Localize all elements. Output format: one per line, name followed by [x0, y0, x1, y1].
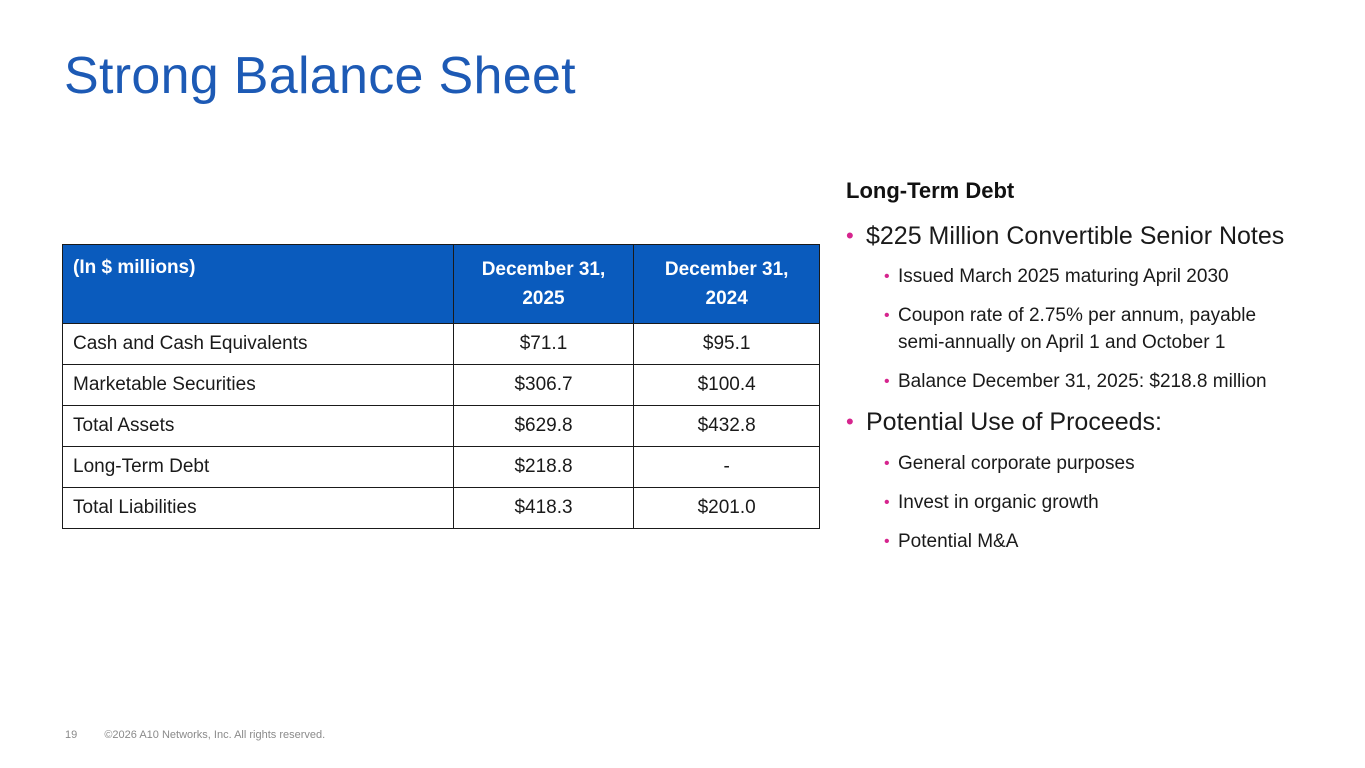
row-label: Cash and Cash Equivalents — [63, 324, 454, 365]
row-label: Total Liabilities — [63, 488, 454, 529]
header-2025: December 31, 2025 — [453, 245, 634, 324]
table-header-row — [63, 245, 820, 324]
bullet-use-of-proceeds — [846, 407, 1346, 437]
sub-bullet-ma — [846, 528, 1346, 555]
value-2024: $201.0 — [634, 488, 820, 529]
bullet-text: Issued March 2025 maturing April 2030 — [898, 266, 1229, 287]
bullet-dot-icon: • — [846, 223, 854, 248]
value-2025: $418.3 — [453, 488, 634, 529]
value-2025: $71.1 — [453, 324, 634, 365]
bullet-dot-icon: • — [884, 268, 890, 285]
value-2024: $432.8 — [634, 406, 820, 447]
table-row — [63, 406, 820, 447]
bullet-dot-icon: • — [846, 409, 854, 434]
debt-heading: Long-Term Debt — [846, 178, 1015, 203]
sub-bullet-issued — [846, 263, 1346, 290]
value-2024: $100.4 — [634, 365, 820, 406]
row-label: Long-Term Debt — [63, 447, 454, 488]
value-2024: - — [634, 447, 820, 488]
bullet-dot-icon: • — [884, 494, 890, 511]
bullet-text: $225 Million Convertible Senior Notes — [866, 222, 1285, 250]
bullet-text: Potential Use of Proceeds: — [866, 408, 1162, 436]
balance-sheet-table — [62, 244, 820, 529]
sub-bullet-balance — [846, 368, 1346, 395]
bullet-text: Coupon rate of 2.75% per annum, payable — [898, 305, 1257, 326]
sub-bullet-coupon — [846, 302, 1346, 329]
bullet-text: Balance December 31, 2025: $218.8 million — [898, 371, 1267, 392]
sub-bullet-general — [846, 450, 1346, 477]
value-2025: $218.8 — [453, 447, 634, 488]
page-number: 19 — [65, 729, 78, 741]
bullet-text: General corporate purposes — [898, 453, 1135, 474]
value-2025: $306.7 — [453, 365, 634, 406]
table-row — [63, 488, 820, 529]
slide-footer — [65, 729, 325, 741]
value-2025: $629.8 — [453, 406, 634, 447]
row-label: Marketable Securities — [63, 365, 454, 406]
bullet-text: Potential M&A — [898, 531, 1019, 552]
table-row — [63, 447, 820, 488]
header-2024: December 31, 2024 — [634, 245, 820, 324]
slide-title: Strong Balance Sheet — [64, 47, 576, 105]
table-row — [63, 324, 820, 365]
bullet-dot-icon: • — [884, 307, 890, 324]
bullet-text: semi-annually on April 1 and October 1 — [898, 332, 1226, 353]
copyright-text: ©2026 A10 Networks, Inc. All rights reserved. — [104, 729, 326, 741]
bullet-dot-icon: • — [884, 373, 890, 390]
bullet-convertible-notes — [846, 221, 1346, 251]
sub-bullet-coupon-cont — [846, 329, 1346, 356]
bullet-text: Invest in organic growth — [898, 492, 1099, 513]
row-label: Total Assets — [63, 406, 454, 447]
bullet-dot-icon: • — [884, 533, 890, 550]
header-label: (In $ millions) — [63, 245, 454, 324]
long-term-debt-panel — [846, 176, 1346, 555]
value-2024: $95.1 — [634, 324, 820, 365]
bullet-dot-icon: • — [884, 455, 890, 472]
sub-bullet-organic — [846, 489, 1346, 516]
table-row — [63, 365, 820, 406]
